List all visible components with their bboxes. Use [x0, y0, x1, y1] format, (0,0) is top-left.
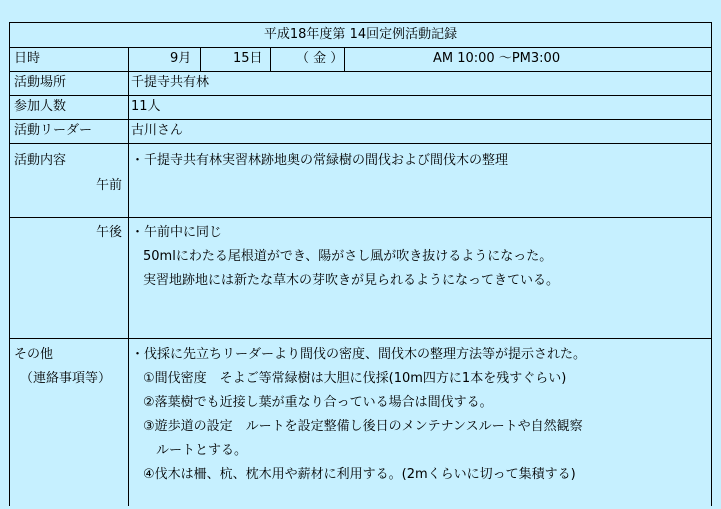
date-divider	[200, 48, 201, 72]
activity-record-sheet	[9, 22, 712, 506]
date-month: 9月	[170, 51, 192, 66]
label-column-divider	[128, 48, 129, 506]
morning-text: ・千提寺共有林実習林跡地奥の常緑樹の間伐および間伐木の整理	[131, 153, 509, 168]
other-line: ルートとする。	[156, 443, 248, 458]
place-row	[10, 72, 711, 96]
date-label: 日時	[14, 51, 41, 66]
afternoon-line: ・午前中に同じ	[131, 225, 223, 240]
date-day: 15日	[233, 51, 263, 66]
participants-label: 参加人数	[14, 99, 67, 114]
place-label: 活動場所	[14, 75, 67, 90]
page-title: 平成18年度第 14回定例活動記録	[263, 27, 458, 42]
participants-row	[10, 96, 711, 120]
afternoon-line: 実習地跡地には新たな草木の芽吹きが見られるようになってきている。	[143, 273, 560, 288]
other-row	[10, 339, 711, 509]
other-line: ④伐木は柵、杭、枕木用や薪材に利用する。(2mくらいに切って集積する)	[143, 467, 576, 482]
other-line: ①間伐密度 そよご等常緑樹は大胆に伐採(10m四方に1本を残すぐらい)	[143, 371, 567, 386]
date-time: AM 10:00 ～PM3:00	[433, 51, 561, 66]
afternoon-line: 50mlにわたる尾根道ができ、陽がさし風が吹き抜けるようになった。	[143, 249, 553, 264]
other-label: その他	[14, 347, 54, 362]
activity-morning-row	[10, 144, 711, 218]
morning-label: 午前	[96, 178, 123, 193]
other-line: ②落葉樹でも近接し葉が重なり合っている場合は間伐する。	[143, 395, 493, 410]
activity-afternoon-row	[10, 218, 711, 339]
title-row	[10, 23, 711, 48]
other-sublabel: （連絡事項等）	[20, 371, 112, 386]
date-divider	[344, 48, 345, 72]
date-row	[10, 48, 711, 72]
place-value: 千提寺共有林	[131, 75, 210, 90]
leader-row	[10, 120, 711, 144]
leader-value: 古川さん	[131, 123, 184, 138]
other-line: ③遊歩道の設定 ルートを設定整備し後日のメンテナンスルートや自然観察	[143, 419, 583, 434]
date-divider	[270, 48, 271, 72]
leader-label: 活動リーダー	[14, 123, 93, 138]
other-line: ・伐採に先立ちリーダーより間伐の密度、間伐木の整理方法等が提示された。	[131, 347, 587, 362]
date-weekday: （ 金 ）	[296, 51, 344, 66]
afternoon-label: 午後	[96, 225, 123, 240]
participants-value: 11人	[131, 99, 161, 114]
activity-label: 活動内容	[14, 153, 67, 168]
